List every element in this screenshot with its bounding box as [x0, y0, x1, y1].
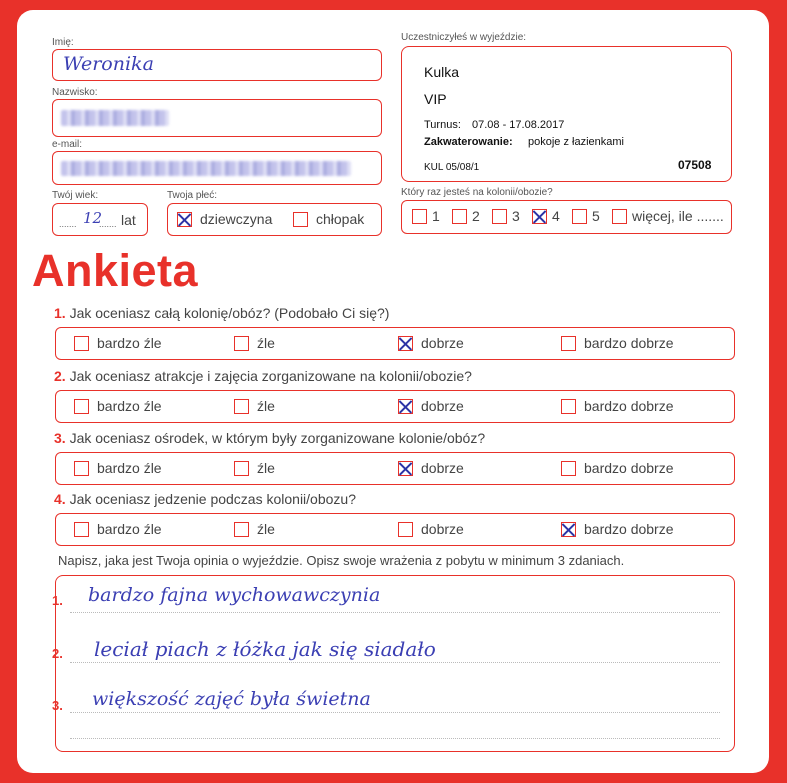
question-2-option-bardzo-zle[interactable]: [74, 398, 162, 414]
times-label-3: 3: [512, 208, 520, 224]
opinion-num-2: 2.: [52, 646, 63, 661]
opinion-text-2: leciał piach z łóżka jak się siadało: [94, 637, 436, 661]
question-1-text: [54, 305, 389, 321]
option-label-zle: źle: [257, 460, 275, 476]
times-option-1[interactable]: [412, 208, 440, 224]
checkbox-q3-bardzo-dobrze[interactable]: [561, 461, 576, 476]
option-label-dobrze: dobrze: [421, 335, 464, 351]
option-label-dobrze: dobrze: [421, 460, 464, 476]
question-4-number: 4.: [54, 491, 66, 507]
times-label-4: 4: [552, 208, 560, 224]
checkbox-q1-zle[interactable]: [234, 336, 249, 351]
checkbox-q2-zle[interactable]: [234, 399, 249, 414]
zakwaterowanie-value: pokoje z łazienkami: [528, 136, 624, 148]
times-label-more: więcej, ile .......: [632, 208, 724, 224]
question-3-option-bardzo-dobrze[interactable]: [561, 460, 674, 476]
question-4-option-zle[interactable]: [234, 521, 275, 537]
checkbox-q4-bardzo-dobrze[interactable]: [561, 522, 576, 537]
opinion-text-1: bardzo fajna wychowawczynia: [88, 584, 381, 606]
trip-number: 07508: [678, 158, 712, 172]
label-imie: Imię:: [52, 37, 74, 48]
label-email: e-mail:: [52, 139, 83, 150]
checkbox-q4-bardzo-zle[interactable]: [74, 522, 89, 537]
times-option-more[interactable]: [612, 208, 724, 224]
checkbox-q1-bardzo-dobrze[interactable]: [561, 336, 576, 351]
redacted-email: [61, 161, 351, 176]
opinion-text-3: większość zajęć była świetna: [92, 688, 371, 710]
times-label-1: 1: [432, 208, 440, 224]
times-field: [401, 200, 732, 234]
option-label-zle: źle: [257, 335, 275, 351]
question-2-number: 2.: [54, 368, 66, 384]
wiek-dots-left: .......: [59, 219, 77, 229]
checkbox-times-5[interactable]: [572, 209, 587, 224]
opinion-num-1: 1.: [52, 593, 63, 608]
question-1-option-dobrze[interactable]: [398, 335, 464, 351]
checkbox-times-more[interactable]: [612, 209, 627, 224]
question-1-option-zle[interactable]: [234, 335, 275, 351]
option-label-dobrze: dobrze: [421, 521, 464, 537]
option-label-bardzo-dobrze: bardzo dobrze: [584, 398, 674, 414]
opinion-line-rule-2: [70, 662, 720, 663]
question-2-label: Jak oceniasz atrakcje i zajęcia zorganizowane na kolonii/obozie?: [69, 368, 472, 384]
checkbox-q4-zle[interactable]: [234, 522, 249, 537]
checkbox-q3-zle[interactable]: [234, 461, 249, 476]
question-3-text: [54, 430, 485, 446]
opinion-num-3: 3.: [52, 698, 63, 713]
checkbox-q4-dobrze[interactable]: [398, 522, 413, 537]
nazwisko-field[interactable]: [52, 99, 382, 137]
option-label-bardzo-zle: bardzo źle: [97, 398, 162, 414]
plec-field: [167, 203, 382, 236]
checkbox-times-2[interactable]: [452, 209, 467, 224]
question-1-option-bardzo-zle[interactable]: [74, 335, 162, 351]
option-label-bardzo-dobrze: bardzo dobrze: [584, 335, 674, 351]
checkbox-q2-bardzo-zle[interactable]: [74, 399, 89, 414]
question-3-option-dobrze[interactable]: [398, 460, 464, 476]
lat-label: lat: [121, 212, 136, 228]
question-2-text: [54, 368, 472, 384]
checkbox-q2-bardzo-dobrze[interactable]: [561, 399, 576, 414]
label-wiek: Twój wiek:: [52, 190, 99, 201]
trip-name: Kulka: [424, 64, 460, 80]
question-1-option-bardzo-dobrze[interactable]: [561, 335, 674, 351]
wiek-value: 12: [83, 209, 103, 227]
times-label-5: 5: [592, 208, 600, 224]
option-label-zle: źle: [257, 521, 275, 537]
question-3-label: Jak oceniasz ośrodek, w którym były zorganizowane kolonie/obóz?: [69, 430, 486, 446]
option-label-bardzo-zle: bardzo źle: [97, 460, 162, 476]
option-label-bardzo-zle: bardzo źle: [97, 521, 162, 537]
times-label-2: 2: [472, 208, 480, 224]
times-option-4[interactable]: [532, 208, 560, 224]
survey-title: Ankieta: [32, 245, 199, 296]
question-2-option-zle[interactable]: [234, 398, 275, 414]
option-label-bardzo-zle: bardzo źle: [97, 335, 162, 351]
checkbox-q1-dobrze[interactable]: [398, 336, 413, 351]
question-4-option-bardzo-dobrze[interactable]: [561, 521, 674, 537]
redacted-surname: [61, 110, 169, 126]
option-label-dobrze: dobrze: [421, 398, 464, 414]
opinion-line-rule-3: [70, 712, 720, 713]
email-field[interactable]: [52, 151, 382, 185]
times-option-2[interactable]: [452, 208, 480, 224]
turnus-label: Turnus:: [424, 119, 461, 131]
label-nazwisko: Nazwisko:: [52, 87, 98, 98]
option-label-bardzo-dobrze: bardzo dobrze: [584, 521, 674, 537]
question-2-option-bardzo-dobrze[interactable]: [561, 398, 674, 414]
opinion-line-rule-4: [70, 738, 720, 739]
checkbox-q3-bardzo-zle[interactable]: [74, 461, 89, 476]
question-3-option-zle[interactable]: [234, 460, 275, 476]
times-option-3[interactable]: [492, 208, 520, 224]
trip-info-box: [401, 46, 732, 182]
label-ktory-raz: Który raz jesteś na kolonii/obozie?: [401, 187, 553, 198]
opinion-prompt: Napisz, jaka jest Twoja opinia o wyjeździe. Opisz swoje wrażenia z pobytu w minimum 3 zdaniach.: [58, 553, 625, 568]
zakwaterowanie-label: Zakwaterowanie:: [424, 136, 513, 148]
question-4-option-bardzo-zle[interactable]: [74, 521, 162, 537]
option-label-bardzo-dobrze: bardzo dobrze: [584, 460, 674, 476]
imie-field[interactable]: [52, 49, 382, 81]
checkbox-q3-dobrze[interactable]: [398, 461, 413, 476]
checkbox-times-1[interactable]: [412, 209, 427, 224]
question-1-number: 1.: [54, 305, 66, 321]
question-3-option-bardzo-zle[interactable]: [74, 460, 162, 476]
question-2-option-dobrze[interactable]: [398, 398, 464, 414]
wiek-dots-right: .......: [99, 219, 117, 229]
label-plec: Twoja płeć:: [167, 190, 218, 201]
opinion-line-rule-1: [70, 612, 720, 613]
wiek-field[interactable]: [52, 203, 148, 236]
gender-option-dziewczyna[interactable]: [177, 211, 272, 227]
gender-label-dziewczyna: dziewczyna: [200, 211, 273, 227]
turnus-value: 07.08 - 17.08.2017: [472, 119, 565, 131]
imie-value: Weronika: [63, 53, 154, 75]
question-4-option-dobrze[interactable]: [398, 521, 464, 537]
gender-option-chlopak[interactable]: [293, 211, 364, 227]
checkbox-dziewczyna[interactable]: [177, 212, 192, 227]
checkbox-q2-dobrze[interactable]: [398, 399, 413, 414]
gender-label-chlopak: chłopak: [316, 211, 365, 227]
trip-type: VIP: [424, 91, 447, 107]
times-option-5[interactable]: [572, 208, 600, 224]
question-1-label: Jak oceniasz całą kolonię/obóz? (Podobało Ci się?): [69, 305, 390, 321]
label-uczestniczyles: Uczestniczyłeś w wyjeździe:: [401, 32, 527, 43]
checkbox-q1-bardzo-zle[interactable]: [74, 336, 89, 351]
checkbox-chlopak[interactable]: [293, 212, 308, 227]
trip-code: KUL 05/08/1: [424, 162, 480, 173]
question-4-text: [54, 491, 356, 507]
checkbox-times-3[interactable]: [492, 209, 507, 224]
option-label-zle: źle: [257, 398, 275, 414]
question-4-label: Jak oceniasz jedzenie podczas kolonii/obozu?: [69, 491, 356, 507]
question-3-number: 3.: [54, 430, 66, 446]
checkbox-times-4[interactable]: [532, 209, 547, 224]
